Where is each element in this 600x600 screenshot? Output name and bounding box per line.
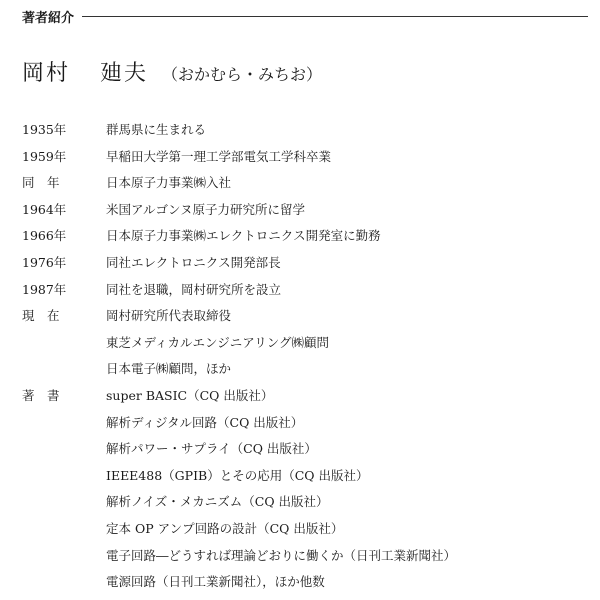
- timeline-row: [22, 383, 592, 410]
- career-timeline: [22, 117, 592, 596]
- timeline-row: [22, 250, 592, 277]
- author-surname: 岡村: [22, 61, 71, 86]
- timeline-row: [22, 277, 592, 304]
- timeline-row: [22, 330, 592, 357]
- timeline-text: 同社を退職，岡村研究所を設立: [106, 281, 282, 297]
- timeline-year: [22, 410, 106, 437]
- timeline-row: [22, 436, 592, 463]
- timeline-text: 電源回路（日刊工業新聞社），ほか他数: [106, 574, 325, 590]
- timeline-year: 1959年: [22, 148, 67, 164]
- timeline-year: 1966年: [22, 228, 67, 244]
- header-rule: [82, 16, 588, 17]
- timeline-text: 解析ディジタル回路（CQ 出版社）: [106, 414, 304, 430]
- timeline-text: IEEE488（GPIB）とその応用（CQ 出版社）: [106, 467, 369, 483]
- timeline-row: [22, 516, 592, 543]
- timeline-year: [22, 543, 106, 570]
- timeline-row: [22, 144, 592, 171]
- timeline-row: [22, 197, 592, 224]
- timeline-row: [22, 170, 592, 197]
- author-name: [22, 56, 322, 87]
- timeline-text: 東芝メディカルエンジニアリング㈱顧問: [106, 334, 329, 350]
- timeline-text: 早稲田大学第一理工学部電気工学科卒業: [106, 148, 332, 164]
- timeline-row: [22, 543, 592, 570]
- timeline-text: super BASIC（CQ 出版社）: [106, 387, 274, 403]
- timeline-text: 同社エレクトロニクス開発部長: [106, 254, 281, 270]
- section-title: 著者紹介: [22, 10, 75, 26]
- timeline-row: [22, 223, 592, 250]
- timeline-text: 定本 OP アンプ回路の設計（CQ 出版社）: [106, 520, 344, 536]
- timeline-row: [22, 489, 592, 516]
- timeline-row: [22, 356, 592, 383]
- timeline-row: [22, 117, 592, 144]
- timeline-year: 1935年: [22, 122, 67, 137]
- timeline-year: [22, 330, 106, 357]
- timeline-text: 日本電子㈱顧問，ほか: [106, 361, 232, 377]
- section-header: [22, 6, 588, 26]
- timeline-text: 群馬県に生まれる: [106, 122, 207, 137]
- timeline-year: 1964年: [22, 201, 67, 217]
- timeline-row: [22, 303, 592, 330]
- timeline-text: 日本原子力事業㈱入社: [106, 175, 232, 191]
- timeline-year: [22, 489, 106, 516]
- timeline-year: [22, 463, 106, 490]
- timeline-year: [22, 436, 106, 463]
- timeline-year: 同 年: [22, 175, 60, 191]
- timeline-year: [22, 569, 106, 596]
- timeline-text: 解析パワー・サプライ（CQ 出版社）: [106, 441, 317, 457]
- timeline-text: 電子回路―どうすれば理論どおりに働くか（日刊工業新聞社）: [106, 547, 457, 563]
- timeline-year: 1987年: [22, 281, 67, 297]
- timeline-year: [22, 516, 106, 543]
- timeline-text: 日本原子力事業㈱エレクトロニクス開発室に勤務: [106, 228, 381, 244]
- timeline-text: 岡村研究所代表取締役: [106, 308, 232, 324]
- timeline-row: [22, 569, 592, 596]
- author-given-name: 廸夫: [100, 61, 149, 86]
- author-name-reading: （おかむら・みちお）: [162, 65, 323, 84]
- timeline-year: [22, 356, 106, 383]
- timeline-year: 現 在: [22, 308, 60, 324]
- timeline-row: [22, 463, 592, 490]
- timeline-year: 著 書: [22, 387, 60, 403]
- timeline-year: 1976年: [22, 254, 67, 270]
- timeline-text: 解析ノイズ・メカニズム（CQ 出版社）: [106, 494, 329, 510]
- timeline-row: [22, 410, 592, 437]
- timeline-text: 米国アルゴンヌ原子力研究所に留学: [106, 201, 306, 217]
